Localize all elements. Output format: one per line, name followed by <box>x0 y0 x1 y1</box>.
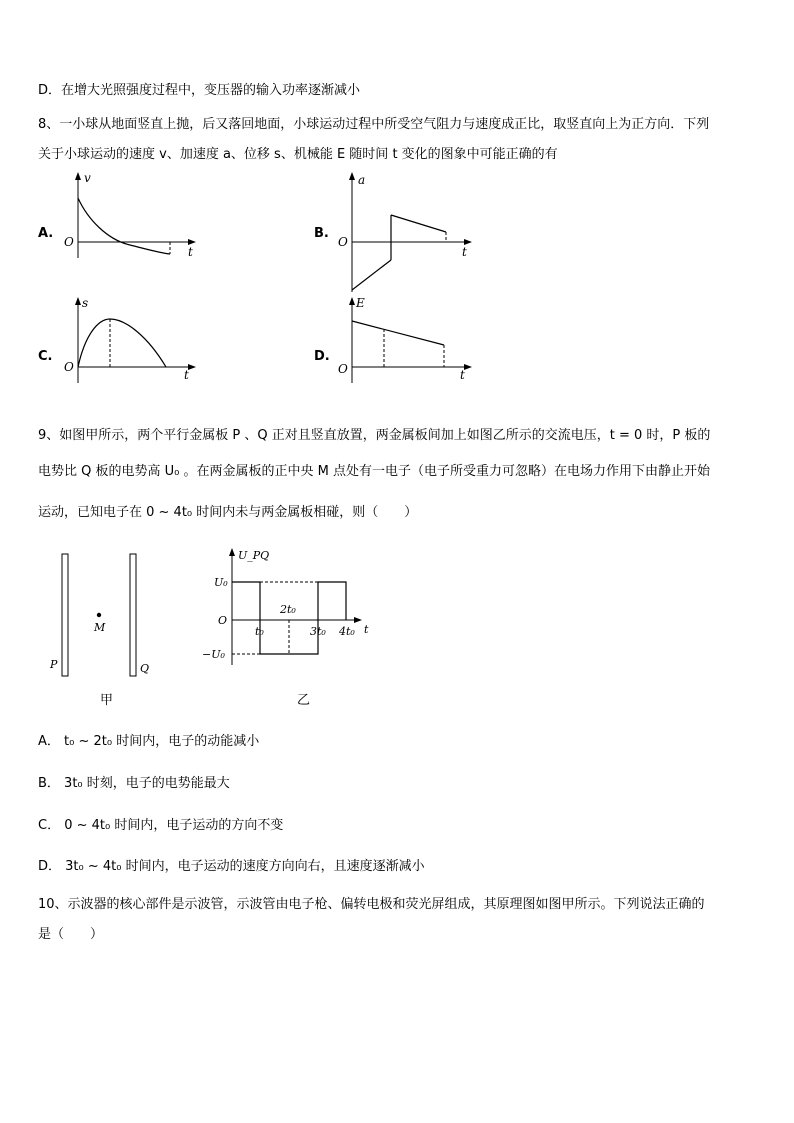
q9-yi-tick-2t0: 2t₀ <box>280 603 296 616</box>
q9-plate-p: P <box>50 658 58 671</box>
q9-yi-tick-4t0: 4t₀ <box>339 625 355 638</box>
q9-stem-line2: 电势比 Q 板的电势高 U₀ 。在两金属板的正中央 M 点处有一电子（电子所受重力可忽略）在电场力作用下由静止开始 <box>38 464 710 479</box>
q8-graph-d <box>336 295 476 385</box>
q9-yi-u0: U₀ <box>214 576 228 589</box>
q9-point-m: M <box>94 621 106 634</box>
q8-graph-b-origin: O <box>338 235 348 249</box>
q9-figure-jia <box>40 548 170 683</box>
q8-stem-line2: 关于小球运动的速度 v、加速度 a、位移 s、机械能 E 随时间 t 变化的图象中可能正确的有 <box>38 147 558 162</box>
q8-graph-a-yaxis: v <box>84 171 91 185</box>
q9-figure-yi <box>200 545 390 670</box>
q8-graph-b-xaxis: t <box>462 245 467 259</box>
q9-option-d: D． 3t₀ ~ 4t₀ 时间内，电子运动的速度方向向右，且速度逐渐减小 <box>38 859 425 874</box>
q8-graph-c-origin: O <box>64 360 74 374</box>
q9-yi-xaxis: t <box>364 623 369 636</box>
q8-graph-d-origin: O <box>338 362 348 376</box>
q8-graph-c-xaxis: t <box>184 368 189 382</box>
q8-graph-a-xaxis: t <box>188 245 193 259</box>
q8-graph-a-label: A. <box>38 226 54 241</box>
q8-graph-b-label: B. <box>314 226 329 241</box>
q8-graph-c-label: C. <box>38 349 53 364</box>
q8-graph-a-origin: O <box>64 235 74 249</box>
q8-graph-b-yaxis: a <box>358 173 366 187</box>
q9-caption-yi: 乙 <box>297 693 311 708</box>
q8-graph-c <box>60 295 200 385</box>
q9-yi-origin: O <box>218 614 228 627</box>
q8-graph-b <box>336 170 476 295</box>
q8-graph-a <box>60 170 200 260</box>
q8-graph-d-yaxis: E <box>356 296 365 310</box>
q9-stem-line3: 运动，已知电子在 0 ~ 4t₀ 时间内未与两金属板相碰，则（ ） <box>38 505 418 520</box>
q9-option-a: A． t₀ ~ 2t₀ 时间内，电子的动能减小 <box>38 734 260 749</box>
q10-stem-line1: 10、示波器的核心部件是示波管，示波管由电子枪、偏转电极和荧光屏组成，其原理图如图甲所示。下列说法正确的 <box>38 897 705 912</box>
q9-yi-yaxis: U_PQ <box>238 549 270 562</box>
q9-yi-tick-t0: t₀ <box>255 625 264 638</box>
q8-graph-d-xaxis: t <box>460 368 465 382</box>
q9-option-c: C． 0 ~ 4t₀ 时间内，电子运动的方向不变 <box>38 818 284 833</box>
q7-option-d: D．在增大光照强度过程中，变压器的输入功率逐渐减小 <box>38 83 361 98</box>
q10-stem-line2: 是（ ） <box>38 927 104 942</box>
q9-stem-line1: 9、如图甲所示，两个平行金属板 P 、Q 正对且竖直放置，两金属板间加上如图乙所示的交流电压，t = 0 时，P 板的 <box>38 428 711 443</box>
q8-stem-line1: 8、一小球从地面竖直上抛，后又落回地面，小球运动过程中所受空气阻力与速度成正比，取竖直向上为正方向．下列 <box>38 117 710 132</box>
q9-plate-q: Q <box>140 662 150 675</box>
q8-graph-d-label: D. <box>314 349 330 364</box>
q9-yi-tick-3t0: 3t₀ <box>310 625 326 638</box>
q9-caption-jia: 甲 <box>100 693 114 708</box>
q9-option-b: B． 3t₀ 时刻，电子的电势能最大 <box>38 776 230 791</box>
q9-yi-neg-u0: −U₀ <box>202 648 225 661</box>
q8-graph-c-yaxis: s <box>82 296 89 310</box>
